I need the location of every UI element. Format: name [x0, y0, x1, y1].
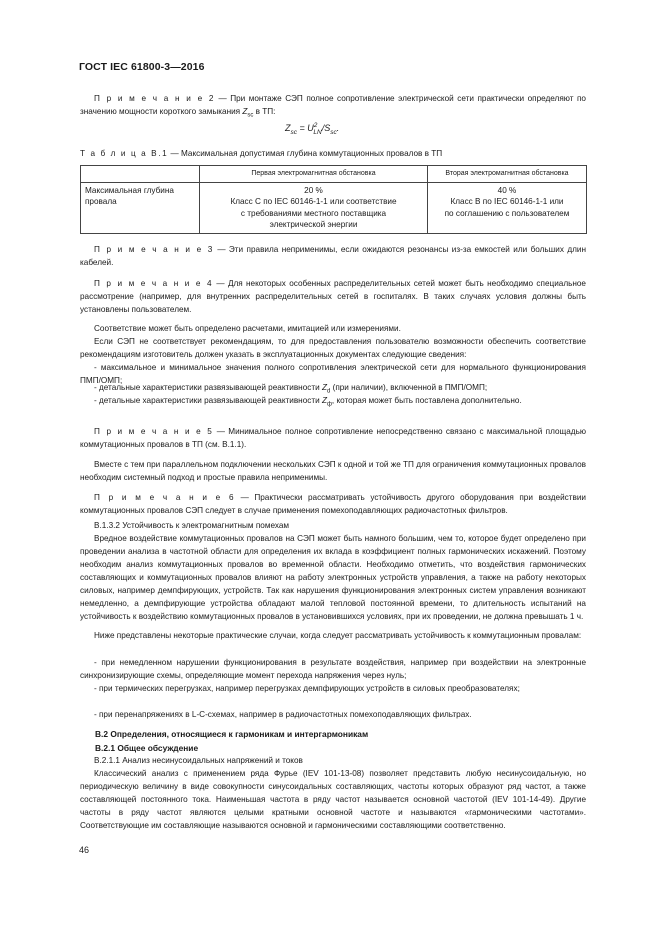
paragraph: Вредное воздействие коммутационных провалов на СЭП может быть намного большим, чем то, которое будет определено при проведении анализа в частотной области для определения их вклада в коэффициент полных гармонических искажений. Поэтому необходим анализ коммутационных провалов во временной области. Необходимо отметить, что воздействия гармонических составляющих и коммутационных провалов влияют на работу электронных устройств управления, а также на работу некоторых силовых, например демпфирующих, устройств. Так как нарушения функционирования электронных систем управления возникают немедленно, а демпфирующие устройства обладают малой тепловой постоянной времени, то длительность испытаний на устойчивость к воздействию коммутационных провалов в установившихся условиях, при их проведении, не должна превышать 1 ч. [80, 534, 586, 621]
section-b21-heading: В.2.1 Общее обсуждение [95, 743, 199, 753]
note-label: П р и м е ч а н и е 2 [94, 94, 215, 103]
note-4: П р и м е ч а н и е 4 — Для некоторых особенных распределительных сетей может быть необходимо специальное рассмотрение (например, для внутренних распределительных сетей в госпиталях. В таких случаях условия должны быть установлены пользователем. [80, 279, 586, 314]
paragraph: Вместе с тем при параллельном подключении нескольких СЭП к одной и той же ТП для ограничения коммутационных провалов необходим системный подход и простые правила неприменимы. [80, 460, 586, 482]
section-b211-heading: В.2.1.1 Анализ несинусоидальных напряжений и токов [94, 756, 303, 765]
cell-first-env: 20 % Класс С по IEC 60146-1-1 или соответствие с требованиями местного поставщика электрической энергии [200, 182, 428, 233]
document-header: ГОСТ IEC 61800-3—2016 [79, 61, 205, 73]
paragraph: Если СЭП не соответствует рекомендациям, то для предоставления пользователю возможности обеспечить соответствие рекомендациям изготовитель должен указать в эксплуатационных документах следующие сведения: [80, 337, 586, 359]
note-2: П р и м е ч а н и е 2 — При монтаже СЭП полное сопротивление электрической сети практически определяют по значению мощности короткого замыкания $Z_{sc}$ в ТП: [80, 94, 586, 119]
table-corner-cell [81, 166, 200, 183]
paragraph: Ниже представлены некоторые практические случаи, когда следует рассматривать устойчивость к коммутационным провалам: [94, 631, 582, 640]
list-item: - при немедленном нарушении функционирования в результате воздействия, например при воздействии на электронные синхронизирующие схемы, определяющие момент перехода напряжения через нуль; [80, 658, 586, 680]
note-6: П р и м е ч а н и е 6 — Практически рассматривать устойчивость другого оборудования при воздействии коммутационных провалов СЭП следует в случае применения помехоподавляющих радиочастотных фильтров. [80, 493, 586, 515]
paragraph: Классический анализ с применением ряда Фурье (IEV 101-13-08) позволяет представить любую несинусоидальную, но периодическую величину в виде совокупности синусоидальных составляющих, частоты которых образуют ряд частот, а также составляющей постоянного тока. Наименьшая частота в ряду частот называется основной частотой (IEV 101-14-49). Другие частоты в ряду частот являются целыми кратными основной частоте и называются «гармоническими частотами». Соответствующие им составляющие называются основной и гармоническими составляющими соответственно. [80, 769, 586, 830]
list-item: - детальные характеристики развязывающей реактивности $Z_ф$, которая может быть поставлена дополнительно. [94, 396, 522, 408]
paragraph: Соответствие может быть определено расчетами, имитацией или измерениями. [94, 324, 401, 333]
note-3: П р и м е ч а н и е 3 — Эти правила неприменимы, если ожидаются резонансы из-за емкостей или больших длин кабелей. [80, 245, 586, 267]
list-item: - при термических перегрузках, например перегрузках демпфирующих устройств в силовых преобразователях; [94, 684, 520, 693]
max-depth-table [80, 165, 587, 234]
list-item: - детальные характеристики развязывающей реактивности $Z_d$ (при наличии), включенной в ПМП/ОМП; [94, 383, 488, 395]
cell-second-env: 40 % Класс В по IEC 60146-1-1 или по соглашению с пользователем [428, 182, 587, 233]
table-caption: Т а б л и ц а В.1 — Максимальная допустимая глубина коммутационных провалов в ТП [80, 149, 443, 158]
page-number: 46 [79, 845, 90, 855]
col-header-first-env: Первая электромагнитная обстановка [200, 166, 428, 183]
list-item: - при перенапряжениях в L-C-схемах, например в радиочастотных помехоподавляющих фильтрах. [94, 710, 472, 719]
list-item: - максимальное и минимальное значения полного сопротивления электрической сети для нормального функционирования ПМП/ОМП; [80, 363, 586, 385]
section-b132-heading: В.1.3.2 Устойчивость к электромагнитным помехам [94, 521, 289, 530]
row-label: Максимальная глубина провала [81, 182, 200, 233]
section-b2-heading: В.2 Определения, относящиеся к гармоникам и интергармоникам [95, 729, 369, 739]
col-header-second-env: Вторая электромагнитная обстановка [428, 166, 587, 183]
note-5: П р и м е ч а н и е 5 — Минимальное полное сопротивление непосредственно связано с максимальной площадью коммутационных провалов в ТП (см. В.1.1). [80, 427, 586, 449]
formula: $Z_{sc} = U^2_{LN}/S_{sc}$. [285, 122, 340, 136]
